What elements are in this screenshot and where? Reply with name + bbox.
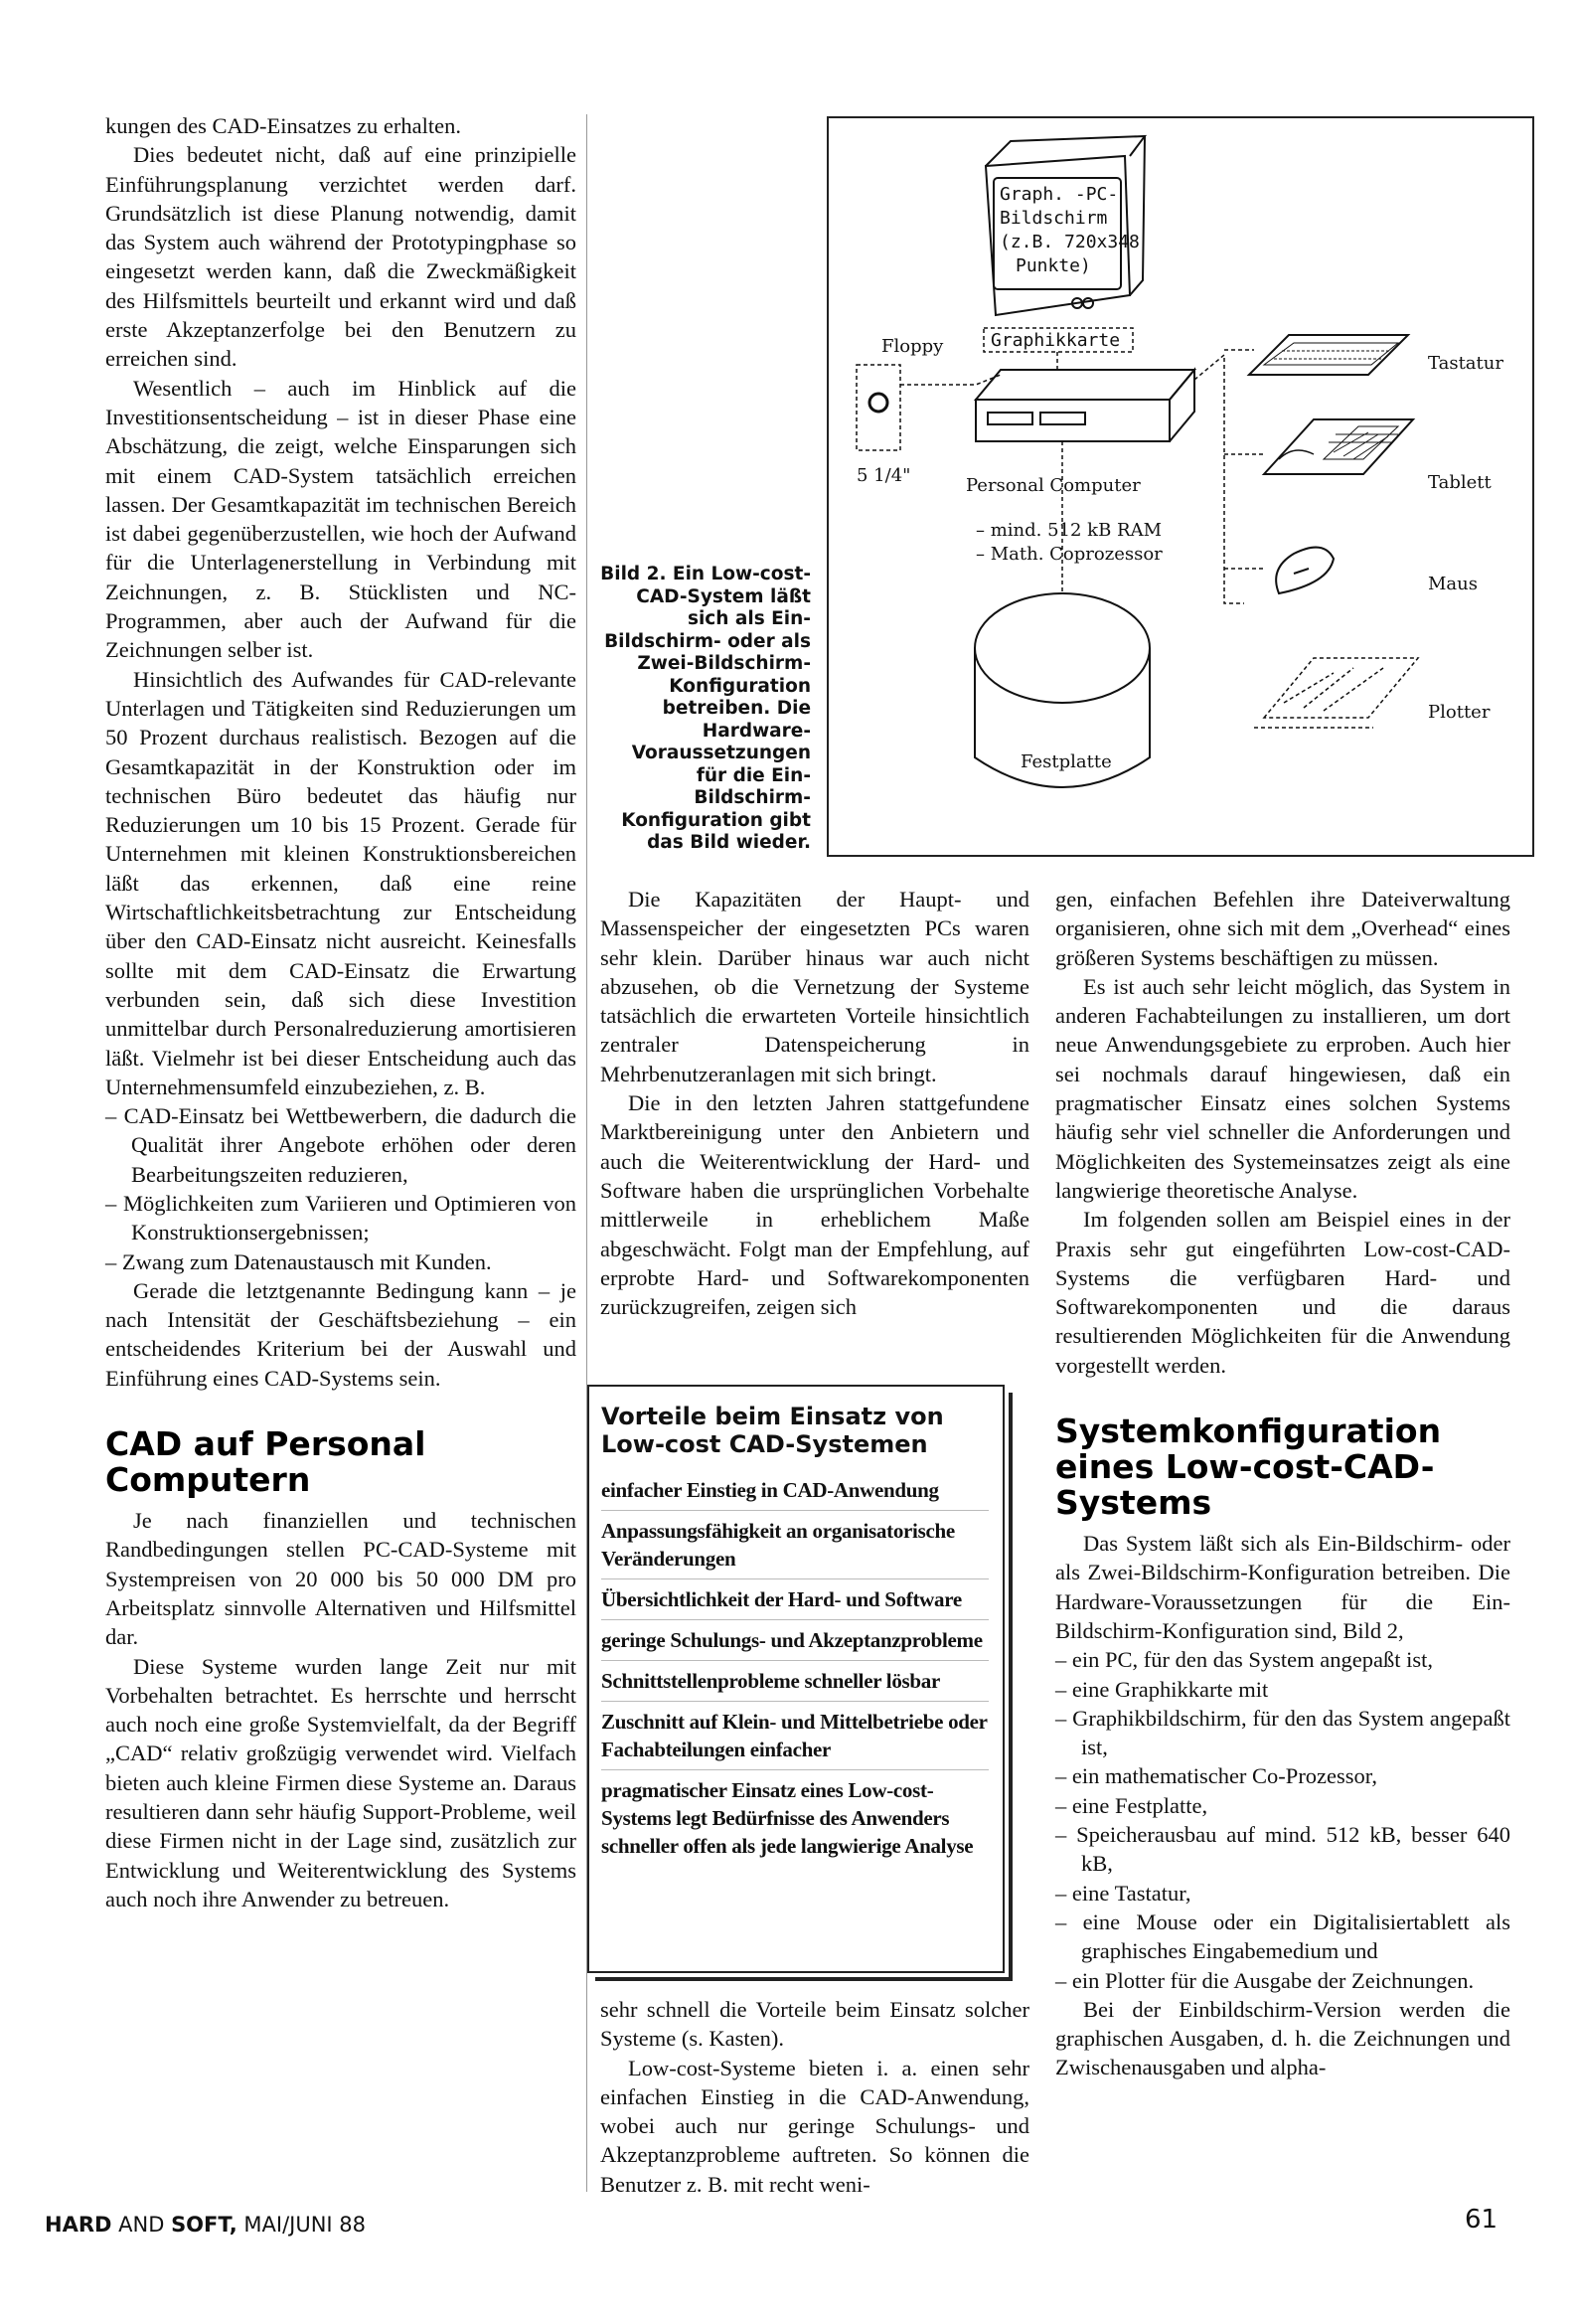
- column-right: [1055, 885, 1510, 2082]
- hardware-list: [1055, 1645, 1510, 1995]
- floppy-label: Floppy: [881, 336, 944, 357]
- tablet-icon: [1264, 419, 1413, 474]
- graphikkarte-label: Graphikkarte: [991, 330, 1121, 351]
- paragraph: Im folgenden sollen am Beispiel eines in der Praxis sehr gut eingeführten Low-cost-CAD-Systems die verfügbaren Hard- und Softwarekomponenten und die daraus resultierenden Möglichkeiten für die Anwendung vorgestellt werden.: [1055, 1207, 1510, 1378]
- floppy-disk-icon: [869, 394, 887, 412]
- mouse-icon: [1276, 548, 1334, 593]
- paragraph: Low-cost-Systeme bieten i. a. einen sehr einfachen Einstieg in die CAD-Anwendung, wobei auch nur geringe Schulungs- und Akzeptanzprobleme auftreten. So können die Benutzer z. B. mit recht weni-: [600, 2055, 1029, 2197]
- box-title: Vorteile beim Einsatz von Low-cost CAD-Systemen: [601, 1403, 944, 1458]
- list-item: – CAD-Einsatz bei Wettbewerbern, die dadurch die Qualität ihrer Angebote erhöhen oder deren Bearbeitungszeiten reduzieren,: [105, 1101, 576, 1189]
- paragraph: kungen des CAD-Einsatzes zu erhalten.: [105, 113, 462, 138]
- page-number: 61: [1465, 2205, 1498, 2235]
- list-item: – ein Plotter für die Ausgabe der Zeichnungen.: [1055, 1966, 1510, 1995]
- paragraph: sehr schnell die Vorteile beim Einsatz solcher Systeme (s. Kasten).: [600, 1997, 1029, 2052]
- paragraph: Je nach finanziellen und technischen Randbedingungen stellen PC-CAD-Systeme mit Systempreisen von 20 000 bis 50 000 DM pro Arbeitsplatz sinnvolle Alternativen und Hilfsmittel dar.: [105, 1508, 576, 1650]
- footer-hard: HARD: [45, 2213, 112, 2237]
- list-item: – eine Mouse oder ein Digitalisiertablett als graphisches Eingabemedium und: [1055, 1908, 1510, 1966]
- column-left: [105, 111, 576, 1913]
- list-item: – ein PC, für den das System angepaßt ist,: [1055, 1645, 1510, 1674]
- box-item: pragmatischer Einsatz eines Low-cost-Systems legt Bedürfnisse des Anwenders schneller offen als jede langwierige Analyse: [601, 1778, 974, 1858]
- maus-label: Maus: [1428, 574, 1478, 594]
- footer-and: AND: [118, 2213, 165, 2237]
- list-item: – Zwang zum Datenaustausch mit Kunden.: [105, 1247, 576, 1276]
- tastatur-label: Tastatur: [1428, 353, 1503, 374]
- plotter-label: Plotter: [1428, 702, 1491, 723]
- list-item: – eine Graphikkarte mit: [1055, 1675, 1510, 1704]
- column-middle: [600, 885, 1029, 1321]
- criteria-list: [105, 1101, 576, 1276]
- monitor-label-line: Graph. -PC-: [1000, 184, 1119, 205]
- list-item: – eine Tastatur,: [1055, 1879, 1510, 1908]
- monitor-label-line: Punkte): [1016, 255, 1091, 276]
- box-item: Schnittstellenprobleme schneller lösbar: [601, 1661, 989, 1702]
- paragraph: gen, einfachen Befehlen ihre Dateiverwaltung organisieren, ohne sich mit dem „Overhead“ eines größeren Systems beschäftigen zu müssen.: [1055, 887, 1510, 970]
- paragraph: Gerade die letztgenannte Bedingung kann – je nach Intensität der Geschäftsbeziehung – ein entscheidendes Kriterium bei der Auswahl und Einführung eines CAD-Systems sein.: [105, 1277, 576, 1391]
- festplatte-label: Festplatte: [1021, 751, 1112, 772]
- keyboard-icon: [1249, 335, 1408, 375]
- pc-icon: [976, 370, 1194, 441]
- figure-caption: Bild 2. Ein Low-cost-CAD-System läßt sich als Ein-Bildschirm- oder als Zwei-Bildschirm-Konfiguration betreiben. Die Hardware-Voraussetzungen für die Ein-Bildschirm-Konfiguration gibt das Bild wieder.: [600, 564, 811, 853]
- hardware-diagram: [827, 116, 1534, 857]
- pc-spec: – mind. 512 kB RAM: [976, 520, 1163, 541]
- box-item: einfacher Einstieg in CAD-Anwendung: [601, 1470, 989, 1511]
- column-middle-bottom: [600, 1995, 1029, 2199]
- pc-spec: – Math. Coprozessor: [976, 544, 1163, 565]
- monitor-label-line: Bildschirm: [1000, 208, 1108, 229]
- box-item: Zuschnitt auf Klein- und Mittelbetriebe oder Fachabteilungen einfacher: [601, 1702, 989, 1770]
- box-item: geringe Schulungs- und Akzeptanzprobleme: [601, 1620, 989, 1661]
- paragraph: Hinsichtlich des Aufwandes für CAD-relevante Unterlagen und Tätigkeiten sind Reduzierungen um 50 Prozent durchaus realistisch. Bezogen auf die Gesamtkapazität in der Konstruktion oder im technischen Büro bedeutet das häufig nur Reduzierungen um 10 bis 15 Prozent. Gerade für Unternehmen mit kleinen Konstruktionsbereichen läßt das erkennen, daß eine reine Wirtschaftlichkeitsbetrachtung zur Entscheidung über den CAD-Einsatz nicht ausreicht. Keinesfalls sollte mit dem CAD-Einsatz die Erwartung verbunden sein, daß sich diese Investition unmittelbar durch Personalreduzierung amortisieren läßt. Vielmehr ist bei dieser Entscheidung auch das Unternehmensumfeld einzubeziehen, z. B.: [105, 666, 576, 1099]
- paragraph: Wesentlich – auch im Hinblick auf die Investitionsentscheidung – ist in dieser Phase eine Abschätzung, die zeigt, welche Einsparungen sich mit einem CAD-System tatsächlich erreichen lassen. Der Gesamtkapazität im technischen Bereich ist dabei gegenüberzustellen, wie hoch der Aufwand für die Unterlagenerstellung in Verbindung mit Zeichnungen, z. B. Stücklisten und NC-Programmen, aber auch der Aufwand für die Zeichnungen selber ist.: [105, 375, 576, 663]
- list-item: – ein mathematischer Co-Prozessor,: [1055, 1761, 1510, 1790]
- list-item: – Speicherausbau auf mind. 512 kB, besser 640 kB,: [1055, 1820, 1510, 1879]
- list-item: – Graphikbildschirm, für den das System angepaßt ist,: [1055, 1704, 1510, 1762]
- footer-soft: SOFT,: [171, 2213, 237, 2237]
- tablett-label: Tablett: [1428, 472, 1492, 493]
- section-heading: Systemkonfiguration eines Low-cost-CAD-Systems: [1055, 1411, 1442, 1523]
- advantages-box: [587, 1385, 1005, 1973]
- paragraph: Die in den letzten Jahren stattgefundene Marktbereinigung unter den Anbietern und auch die Weiterentwicklung der Hard- und Software haben die ursprünglichen Vorbehalte mittlerweile in erheblichem Maße abgeschwächt. Folgt man der Empfehlung, auf erprobte Hard- und Softwarekomponenten zurückzugreifen, zeigen sich: [600, 1090, 1029, 1320]
- list-item: – eine Festplatte,: [1055, 1791, 1510, 1820]
- monitor-label-line: (z.B. 720x348: [1000, 232, 1140, 252]
- paragraph: Diese Systeme wurden lange Zeit nur mit Vorbehalten betrachtet. Es herrschte und herrscht auch noch eine große Systemvielfalt, da der Begriff „CAD“ relativ großzügig verwendet wird. Vielfach bieten auch kleine Firmen diese Systeme an. Daraus resultieren dann sehr häufig Support-Probleme, weil diese Firmen nicht in der Lage sind, zusätzlich zur Entwicklung und Weiterentwicklung des Systems auch noch ihre Anwender zu betreuen.: [105, 1653, 576, 1911]
- box-item: Anpassungsfähigkeit an organisatorische Veränderungen: [601, 1511, 989, 1579]
- paragraph: Bei der Einbildschirm-Version werden die graphischen Ausgaben, d. h. die Zeichnungen und Zwischenausgaben und alpha-: [1055, 1996, 1510, 2080]
- plotter-icon: [1254, 658, 1418, 728]
- paragraph: Dies bedeutet nicht, daß auf eine prinzipielle Einführungsplanung verzichtet werden darf. Grundsätzlich ist diese Planung notwendig, damit das System auch während der Prototypingphase so eingesetzt werden kann, daß die Zweckmäßigkeit des Hilfsmittels beurteilt und erkannt wird und daß erste Akzeptanzerfolge bei den Benutzern zu erreichen sind.: [105, 142, 576, 372]
- footer: [45, 2213, 366, 2237]
- pc-label: Personal Computer: [966, 475, 1141, 496]
- floppy-drive-icon: [857, 365, 900, 450]
- list-item: – Möglichkeiten zum Variieren und Optimieren von Konstruktionsergebnissen;: [105, 1189, 576, 1247]
- paragraph: Das System läßt sich als Ein-Bildschirm- oder als Zwei-Bildschirm-Konfiguration betreiben. Die Hardware-Voraussetzungen für die Ein-Bildschirm-Konfiguration sind, Bild 2,: [1055, 1531, 1510, 1643]
- section-heading: CAD auf Personal Computern: [105, 1424, 426, 1500]
- paragraph: Es ist auch sehr leicht möglich, das System in anderen Fachabteilungen zu installieren, um dort neue Anwendungsgebiete zu erproben. Auch hier sei nochmals darauf hingewiesen, daß ein pragmatischer Einsatz eines solchen Systems häufig sehr viel schneller die Anforderungen und Möglichkeiten des Systemeinsatzes zeigt als eine langwierige theoretische Analyse.: [1055, 973, 1510, 1203]
- paragraph: Die Kapazitäten der Haupt- und Massenspeicher der eingesetzten PCs waren sehr klein. Darüber hinaus war auch nicht abzusehen, ob die Vernetzung der Systeme tatsächlich die erwarteten Vorteile hinsichtlich zentraler Datenspeicherung in Mehrbenutzeranlagen mit sich bringt.: [600, 887, 1029, 1086]
- footer-issue: MAI/JUNI 88: [243, 2213, 367, 2237]
- box-item: Übersichtlichkeit der Hard- und Software: [601, 1579, 989, 1620]
- floppy-size: 5 1/4": [857, 465, 911, 486]
